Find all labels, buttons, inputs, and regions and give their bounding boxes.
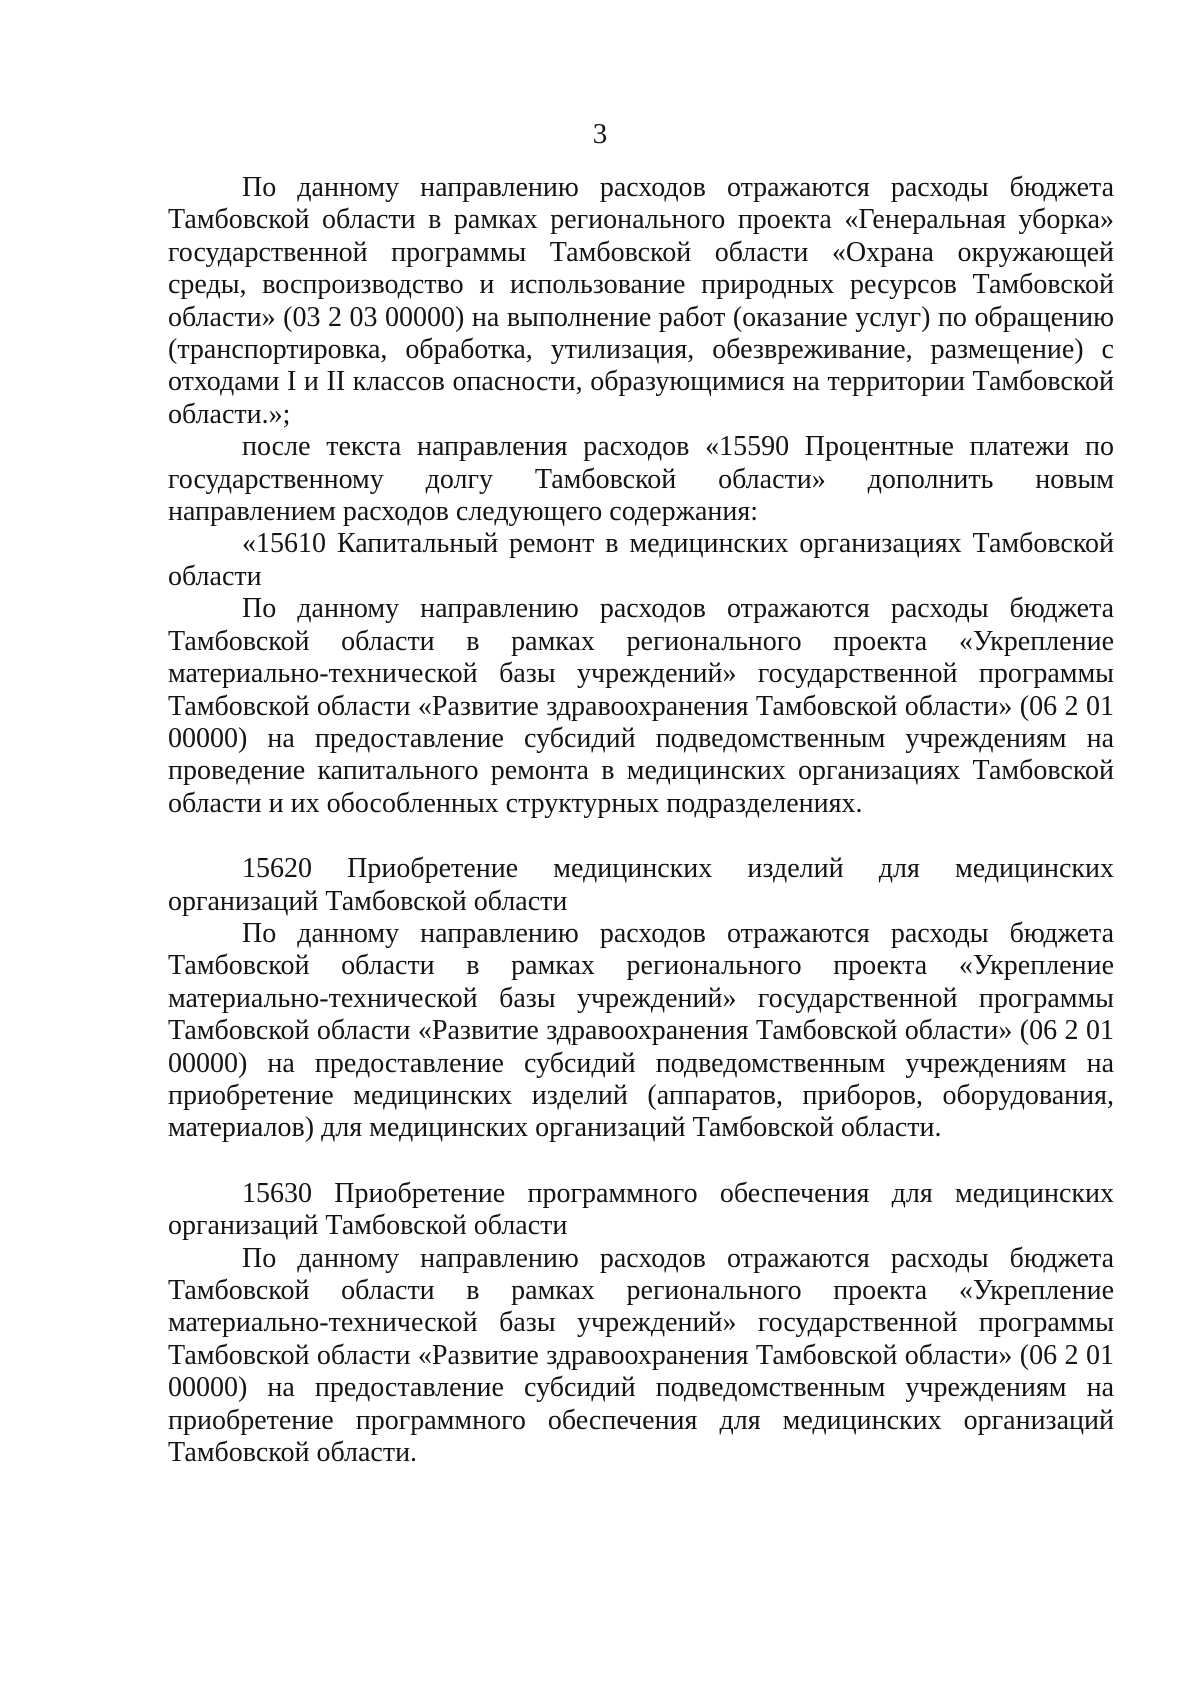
page-number: 3 [592, 118, 608, 150]
heading-15620: 15620 Приобретение медицинских изделий для медицинских организаций Тамбовской области [168, 853, 1114, 917]
paragraph-amendment-intro: после текста направления расходов «15590 Процентные платежи по государственному долгу Тамбовской области» дополнить новым направлением расходов следующего содержания: [168, 431, 1114, 528]
paragraph-15620-description: По данному направлению расходов отражаются расходы бюджета Тамбовской области в рамках регионального проекта «Укрепление материально-технической базы учреждений» государственной программы Тамбовской области «Развитие здравоохранения Тамбовской области» (06 2 01 00000) на предоставление субсидий подведомственным учреждениям на приобретение медицинских изделий (аппаратов, приборов, оборудования, материалов) для медицинских организаций Тамбовской области. [168, 917, 1114, 1144]
paragraph-15630-description: По данному направлению расходов отражаются расходы бюджета Тамбовской области в рамках регионального проекта «Укрепление материально-технической базы учреждений» государственной программы Тамбовской области «Развитие здравоохранения Тамбовской области» (06 2 01 00000) на предоставление субсидий подведомственным учреждениям на приобретение программного обеспечения для медицинских организаций Тамбовской области. [168, 1242, 1114, 1469]
heading-15610: «15610 Капитальный ремонт в медицинских организациях Тамбовской области [168, 528, 1114, 592]
paragraph-15610-description: По данному направлению расходов отражаются расходы бюджета Тамбовской области в рамках регионального проекта «Укрепление материально-технической базы учреждений» государственной программы Тамбовской области «Развитие здравоохранения Тамбовской области» (06 2 01 00000) на предоставление субсидий подведомственным учреждениям на проведение капитального ремонта в медицинских организациях Тамбовской области и их обособленных структурных подразделениях. [168, 593, 1114, 819]
spacer [168, 1145, 1114, 1178]
paragraph-general-cleanup: По данному направлению расходов отражаются расходы бюджета Тамбовской области в рамках регионального проекта «Генеральная уборка» государственной программы Тамбовской области «Охрана окружающей среды, воспроизводство и использование природных ресурсов Тамбовской области» (03 2 03 00000) на выполнение работ (оказание услуг) по обращению (транспортировка, обработка, утилизация, обезвреживание, размещение) с отходами I и II классов опасности, образующимися на территории Тамбовской области.»; [168, 172, 1114, 430]
document-body [168, 172, 1114, 1469]
spacer [168, 820, 1114, 853]
heading-15630: 15630 Приобретение программного обеспечения для медицинских организаций Тамбовской области [168, 1177, 1114, 1242]
